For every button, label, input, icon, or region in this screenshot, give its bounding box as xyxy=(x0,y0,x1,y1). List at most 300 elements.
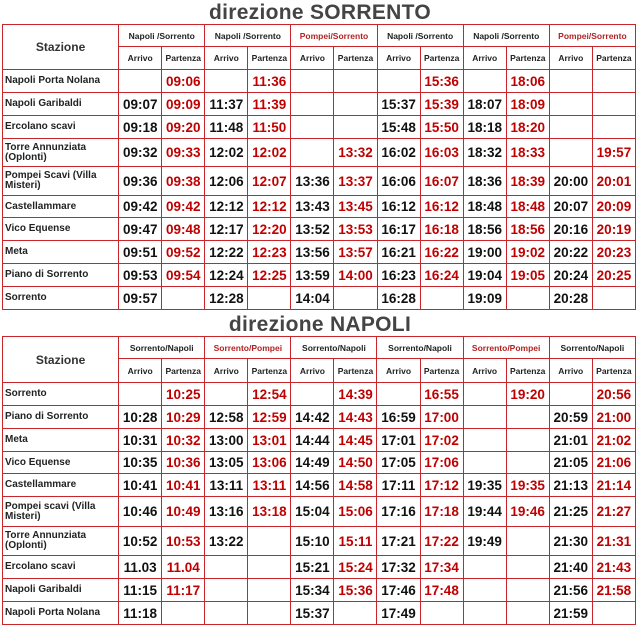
arrival-time: 21:13 xyxy=(549,474,592,497)
partenza-header: Partenza xyxy=(162,359,205,383)
departure-time xyxy=(506,556,549,579)
arrival-time xyxy=(205,602,248,625)
departure-time: 11:17 xyxy=(162,579,205,602)
arrival-time: 16:59 xyxy=(377,406,420,429)
departure-time: 12:20 xyxy=(248,218,291,241)
table-row xyxy=(3,139,636,167)
partenza-header: Partenza xyxy=(334,359,377,383)
arrival-time: 15:48 xyxy=(377,116,420,139)
arrival-time: 12:17 xyxy=(205,218,248,241)
departure-time: 18:06 xyxy=(506,70,549,93)
arrival-time xyxy=(205,556,248,579)
table-row xyxy=(3,70,636,93)
table-row xyxy=(3,241,636,264)
departure-time: 18:56 xyxy=(506,218,549,241)
station-name: Vico Equense xyxy=(3,218,119,241)
arrival-time: 09:18 xyxy=(119,116,162,139)
departure-time: 12:23 xyxy=(248,241,291,264)
departure-time: 19:46 xyxy=(506,497,549,527)
departure-time: 10:41 xyxy=(162,474,205,497)
departure-time: 09:52 xyxy=(162,241,205,264)
direction-header: Napoli /Sorrento xyxy=(377,25,463,47)
station-name: Torre Annunziata (Oplonti) xyxy=(3,139,119,167)
table-row xyxy=(3,602,636,625)
departure-time: 16:12 xyxy=(420,196,463,218)
arrival-time: 14:42 xyxy=(291,406,334,429)
departure-time xyxy=(592,70,635,93)
arrival-time: 20:07 xyxy=(549,196,592,218)
departure-time: 10:49 xyxy=(162,497,205,527)
table-row xyxy=(3,93,636,116)
arrival-time: 21:59 xyxy=(549,602,592,625)
departure-time xyxy=(506,429,549,452)
timetable-napoli xyxy=(2,336,636,625)
arrival-time: 18:36 xyxy=(463,167,506,196)
departure-time: 13:53 xyxy=(334,218,377,241)
departure-time xyxy=(420,602,463,625)
station-name: Sorrento xyxy=(3,287,119,310)
arrival-time: 10:52 xyxy=(119,527,162,556)
arrival-time: 20:16 xyxy=(549,218,592,241)
direction-header: Sorrento/Pompei xyxy=(205,337,291,359)
arrival-time: 16:02 xyxy=(377,139,420,167)
arrival-time: 15:10 xyxy=(291,527,334,556)
station-name: Napoli Porta Nolana xyxy=(3,70,119,93)
departure-time xyxy=(162,602,205,625)
departure-time: 18:39 xyxy=(506,167,549,196)
arrival-time: 20:00 xyxy=(549,167,592,196)
station-name: Napoli Garibaldi xyxy=(3,579,119,602)
table-row xyxy=(3,452,636,474)
arrival-time: 13:43 xyxy=(291,196,334,218)
arrival-time: 21:40 xyxy=(549,556,592,579)
arrival-time xyxy=(549,383,592,406)
arrival-time: 15:34 xyxy=(291,579,334,602)
arrival-time: 16:23 xyxy=(377,264,420,287)
departure-time: 12:59 xyxy=(248,406,291,429)
departure-time: 10:32 xyxy=(162,429,205,452)
arrival-time: 13:52 xyxy=(291,218,334,241)
station-name: Castellammare xyxy=(3,196,119,218)
arrivo-header: Arrivo xyxy=(549,359,592,383)
departure-time: 14:00 xyxy=(334,264,377,287)
departure-time: 18:09 xyxy=(506,93,549,116)
departure-time: 21:58 xyxy=(592,579,635,602)
arrivo-header: Arrivo xyxy=(205,47,248,70)
departure-time: 21:31 xyxy=(592,527,635,556)
title-napoli: direzione NAPOLI xyxy=(228,313,412,336)
arrival-time xyxy=(549,116,592,139)
direction-header: Napoli /Sorrento xyxy=(205,25,291,47)
departure-time: 18:48 xyxy=(506,196,549,218)
arrival-time: 20:28 xyxy=(549,287,592,310)
departure-time: 12:25 xyxy=(248,264,291,287)
arrivo-header: Arrivo xyxy=(377,359,420,383)
departure-time: 10:29 xyxy=(162,406,205,429)
station-name: Torre Annunziata (Oplonti) xyxy=(3,527,119,556)
station-header: Stazione xyxy=(3,337,119,383)
table-row xyxy=(3,116,636,139)
departure-time: 12:12 xyxy=(248,196,291,218)
departure-time: 15:50 xyxy=(420,116,463,139)
arrival-time: 13:00 xyxy=(205,429,248,452)
departure-time: 20:01 xyxy=(592,167,635,196)
arrival-time: 17:32 xyxy=(377,556,420,579)
table-row xyxy=(3,287,636,310)
departure-time: 19:05 xyxy=(506,264,549,287)
departure-time xyxy=(506,579,549,602)
title-sorrento: direzione SORRENTO xyxy=(208,1,432,24)
table-row xyxy=(3,406,636,429)
table-row xyxy=(3,218,636,241)
station-name: Sorrento xyxy=(3,383,119,406)
table-row xyxy=(3,167,636,196)
station-name: Pompei Scavi (Villa Misteri) xyxy=(3,167,119,196)
departure-time xyxy=(506,452,549,474)
arrival-time: 19:04 xyxy=(463,264,506,287)
departure-time: 19:02 xyxy=(506,241,549,264)
station-name: Piano di Sorrento xyxy=(3,406,119,429)
departure-time xyxy=(420,287,463,310)
arrival-time: 11:37 xyxy=(205,93,248,116)
arrival-time xyxy=(463,429,506,452)
arrivo-header: Arrivo xyxy=(119,359,162,383)
arrivo-header: Arrivo xyxy=(463,47,506,70)
departure-time: 18:33 xyxy=(506,139,549,167)
arrival-time: 13:05 xyxy=(205,452,248,474)
arrival-time xyxy=(463,556,506,579)
direction-header: Sorrento/Napoli xyxy=(377,337,463,359)
departure-time: 15:36 xyxy=(420,70,463,93)
arrival-time: 09:57 xyxy=(119,287,162,310)
departure-time: 09:33 xyxy=(162,139,205,167)
arrival-time: 10:28 xyxy=(119,406,162,429)
arrival-time: 17:46 xyxy=(377,579,420,602)
direction-header: Napoli /Sorrento xyxy=(463,25,549,47)
arrival-time: 17:21 xyxy=(377,527,420,556)
departure-time: 13:45 xyxy=(334,196,377,218)
arrival-time: 09:36 xyxy=(119,167,162,196)
arrival-time: 09:47 xyxy=(119,218,162,241)
arrival-time: 13:22 xyxy=(205,527,248,556)
departure-time: 12:54 xyxy=(248,383,291,406)
arrival-time: 18:32 xyxy=(463,139,506,167)
station-name: Meta xyxy=(3,241,119,264)
table-row xyxy=(3,527,636,556)
departure-time: 21:14 xyxy=(592,474,635,497)
departure-time: 20:09 xyxy=(592,196,635,218)
departure-time: 20:56 xyxy=(592,383,635,406)
arrival-time: 10:31 xyxy=(119,429,162,452)
departure-time: 13:18 xyxy=(248,497,291,527)
arrival-time xyxy=(291,70,334,93)
partenza-header: Partenza xyxy=(248,359,291,383)
partenza-header: Partenza xyxy=(592,359,635,383)
arrival-time: 12:58 xyxy=(205,406,248,429)
arrival-time: 18:07 xyxy=(463,93,506,116)
arrival-time: 19:49 xyxy=(463,527,506,556)
departure-time xyxy=(248,287,291,310)
arrivo-header: Arrivo xyxy=(291,47,334,70)
arrivo-header: Arrivo xyxy=(377,47,420,70)
departure-time: 10:25 xyxy=(162,383,205,406)
arrival-time: 21:01 xyxy=(549,429,592,452)
arrival-time: 13:59 xyxy=(291,264,334,287)
arrival-time: 11:48 xyxy=(205,116,248,139)
arrival-time: 15:04 xyxy=(291,497,334,527)
arrival-time: 12:24 xyxy=(205,264,248,287)
direction-header: Pompei/Sorrento xyxy=(291,25,377,47)
departure-time: 14:45 xyxy=(334,429,377,452)
partenza-header: Partenza xyxy=(248,47,291,70)
arrival-time: 18:56 xyxy=(463,218,506,241)
arrival-time xyxy=(119,70,162,93)
arrival-time xyxy=(463,579,506,602)
timetable-sorrento xyxy=(2,24,636,310)
departure-time: 13:06 xyxy=(248,452,291,474)
arrival-time: 14:44 xyxy=(291,429,334,452)
partenza-header: Partenza xyxy=(162,47,205,70)
table-row xyxy=(3,264,636,287)
departure-time: 17:22 xyxy=(420,527,463,556)
arrival-time: 11:15 xyxy=(119,579,162,602)
station-header: Stazione xyxy=(3,25,119,70)
departure-time: 13:57 xyxy=(334,241,377,264)
arrival-time: 10:41 xyxy=(119,474,162,497)
arrival-time: 17:16 xyxy=(377,497,420,527)
arrival-time xyxy=(119,383,162,406)
arrival-time xyxy=(291,93,334,116)
arrival-time: 12:06 xyxy=(205,167,248,196)
arrival-time: 12:28 xyxy=(205,287,248,310)
departure-time: 15:06 xyxy=(334,497,377,527)
arrival-time: 17:49 xyxy=(377,602,420,625)
arrival-time: 09:53 xyxy=(119,264,162,287)
arrival-time: 20:22 xyxy=(549,241,592,264)
table-row xyxy=(3,579,636,602)
arrival-time xyxy=(463,452,506,474)
arrival-time: 13:36 xyxy=(291,167,334,196)
departure-time: 20:19 xyxy=(592,218,635,241)
arrivo-header: Arrivo xyxy=(119,47,162,70)
arrival-time: 19:09 xyxy=(463,287,506,310)
table-row xyxy=(3,556,636,579)
departure-time: 16:18 xyxy=(420,218,463,241)
departure-time: 09:54 xyxy=(162,264,205,287)
arrival-time xyxy=(463,70,506,93)
departure-time: 14:43 xyxy=(334,406,377,429)
arrival-time: 16:17 xyxy=(377,218,420,241)
departure-time: 10:53 xyxy=(162,527,205,556)
arrival-time: 17:01 xyxy=(377,429,420,452)
table-row xyxy=(3,196,636,218)
arrival-time: 14:04 xyxy=(291,287,334,310)
arrival-time xyxy=(205,70,248,93)
arrivo-header: Arrivo xyxy=(205,359,248,383)
departure-time: 13:01 xyxy=(248,429,291,452)
arrival-time xyxy=(205,579,248,602)
arrival-time: 12:22 xyxy=(205,241,248,264)
departure-time xyxy=(506,287,549,310)
station-name: Meta xyxy=(3,429,119,452)
departure-time: 11.04 xyxy=(162,556,205,579)
arrival-time: 12:12 xyxy=(205,196,248,218)
arrival-time: 10:46 xyxy=(119,497,162,527)
departure-time: 18:20 xyxy=(506,116,549,139)
departure-time xyxy=(334,116,377,139)
arrival-time: 16:06 xyxy=(377,167,420,196)
departure-time xyxy=(592,116,635,139)
departure-time xyxy=(506,406,549,429)
table-row xyxy=(3,497,636,527)
arrival-time: 11.03 xyxy=(119,556,162,579)
arrival-time: 15:37 xyxy=(291,602,334,625)
departure-time xyxy=(506,602,549,625)
departure-time: 09:20 xyxy=(162,116,205,139)
departure-time: 21:06 xyxy=(592,452,635,474)
arrival-time: 19:00 xyxy=(463,241,506,264)
arrival-time: 09:32 xyxy=(119,139,162,167)
departure-time: 09:09 xyxy=(162,93,205,116)
arrival-time: 14:49 xyxy=(291,452,334,474)
partenza-header: Partenza xyxy=(420,47,463,70)
arrival-time xyxy=(291,383,334,406)
departure-time: 17:02 xyxy=(420,429,463,452)
arrival-time xyxy=(291,139,334,167)
arrival-time: 09:51 xyxy=(119,241,162,264)
arrival-time xyxy=(291,116,334,139)
departure-time xyxy=(248,556,291,579)
departure-time xyxy=(592,287,635,310)
departure-time: 21:00 xyxy=(592,406,635,429)
partenza-header: Partenza xyxy=(420,359,463,383)
partenza-header: Partenza xyxy=(592,47,635,70)
arrival-time xyxy=(549,139,592,167)
departure-time: 17:48 xyxy=(420,579,463,602)
arrival-time: 15:21 xyxy=(291,556,334,579)
departure-time: 11:50 xyxy=(248,116,291,139)
arrival-time xyxy=(463,602,506,625)
departure-time xyxy=(334,70,377,93)
departure-time: 17:34 xyxy=(420,556,463,579)
arrival-time: 13:16 xyxy=(205,497,248,527)
station-name: Piano di Sorrento xyxy=(3,264,119,287)
departure-time: 17:18 xyxy=(420,497,463,527)
station-name: Ercolano scavi xyxy=(3,556,119,579)
arrival-time: 13:11 xyxy=(205,474,248,497)
departure-time: 11:36 xyxy=(248,70,291,93)
arrivo-header: Arrivo xyxy=(291,359,334,383)
departure-time: 19:20 xyxy=(506,383,549,406)
departure-time: 16:22 xyxy=(420,241,463,264)
arrival-time xyxy=(377,383,420,406)
direction-header: Pompei/Sorrento xyxy=(549,25,635,47)
station-name: Ercolano scavi xyxy=(3,116,119,139)
arrival-time: 18:18 xyxy=(463,116,506,139)
departure-time xyxy=(248,579,291,602)
departure-time xyxy=(334,93,377,116)
departure-time: 14:50 xyxy=(334,452,377,474)
departure-time: 09:42 xyxy=(162,196,205,218)
arrival-time: 20:59 xyxy=(549,406,592,429)
direction-header: Sorrento/Napoli xyxy=(119,337,205,359)
arrival-time: 13:56 xyxy=(291,241,334,264)
departure-time: 21:43 xyxy=(592,556,635,579)
station-name: Napoli Porta Nolana xyxy=(3,602,119,625)
station-name: Castellammare xyxy=(3,474,119,497)
arrivo-header: Arrivo xyxy=(463,359,506,383)
departure-time: 15:36 xyxy=(334,579,377,602)
departure-time: 17:06 xyxy=(420,452,463,474)
departure-time xyxy=(248,602,291,625)
departure-time: 11:39 xyxy=(248,93,291,116)
departure-time: 14:58 xyxy=(334,474,377,497)
arrival-time: 15:37 xyxy=(377,93,420,116)
direction-header: Sorrento/Napoli xyxy=(291,337,377,359)
arrival-time: 09:42 xyxy=(119,196,162,218)
table-row xyxy=(3,474,636,497)
departure-time xyxy=(506,527,549,556)
departure-time: 16:07 xyxy=(420,167,463,196)
departure-time: 19:57 xyxy=(592,139,635,167)
direction-header: Sorrento/Napoli xyxy=(549,337,635,359)
arrival-time: 21:56 xyxy=(549,579,592,602)
departure-time: 09:06 xyxy=(162,70,205,93)
station-name: Vico Equense xyxy=(3,452,119,474)
arrival-time: 21:30 xyxy=(549,527,592,556)
table-row xyxy=(3,429,636,452)
departure-time xyxy=(162,287,205,310)
departure-time: 13:37 xyxy=(334,167,377,196)
station-name: Pompei scavi (Villa Misteri) xyxy=(3,497,119,527)
arrival-time: 19:44 xyxy=(463,497,506,527)
arrival-time xyxy=(549,70,592,93)
arrival-time xyxy=(377,70,420,93)
arrival-time xyxy=(463,406,506,429)
arrival-time: 11:18 xyxy=(119,602,162,625)
departure-time: 15:11 xyxy=(334,527,377,556)
station-name: Napoli Garibaldi xyxy=(3,93,119,116)
departure-time: 15:39 xyxy=(420,93,463,116)
departure-time: 14:39 xyxy=(334,383,377,406)
arrival-time: 21:05 xyxy=(549,452,592,474)
departure-time: 12:02 xyxy=(248,139,291,167)
direction-header: Sorrento/Pompei xyxy=(463,337,549,359)
arrivo-header: Arrivo xyxy=(549,47,592,70)
arrival-time: 12:02 xyxy=(205,139,248,167)
arrival-time: 18:48 xyxy=(463,196,506,218)
table-row xyxy=(3,383,636,406)
departure-time: 09:38 xyxy=(162,167,205,196)
departure-time: 19:35 xyxy=(506,474,549,497)
departure-time: 15:24 xyxy=(334,556,377,579)
departure-time xyxy=(334,602,377,625)
departure-time: 13:32 xyxy=(334,139,377,167)
departure-time: 16:24 xyxy=(420,264,463,287)
arrival-time: 21:25 xyxy=(549,497,592,527)
arrival-time: 16:12 xyxy=(377,196,420,218)
arrival-time xyxy=(549,93,592,116)
departure-time: 12:07 xyxy=(248,167,291,196)
arrival-time: 20:24 xyxy=(549,264,592,287)
departure-time: 21:02 xyxy=(592,429,635,452)
departure-time: 09:48 xyxy=(162,218,205,241)
departure-time: 20:25 xyxy=(592,264,635,287)
partenza-header: Partenza xyxy=(334,47,377,70)
departure-time: 16:03 xyxy=(420,139,463,167)
departure-time xyxy=(248,527,291,556)
direction-header: Napoli /Sorrento xyxy=(119,25,205,47)
